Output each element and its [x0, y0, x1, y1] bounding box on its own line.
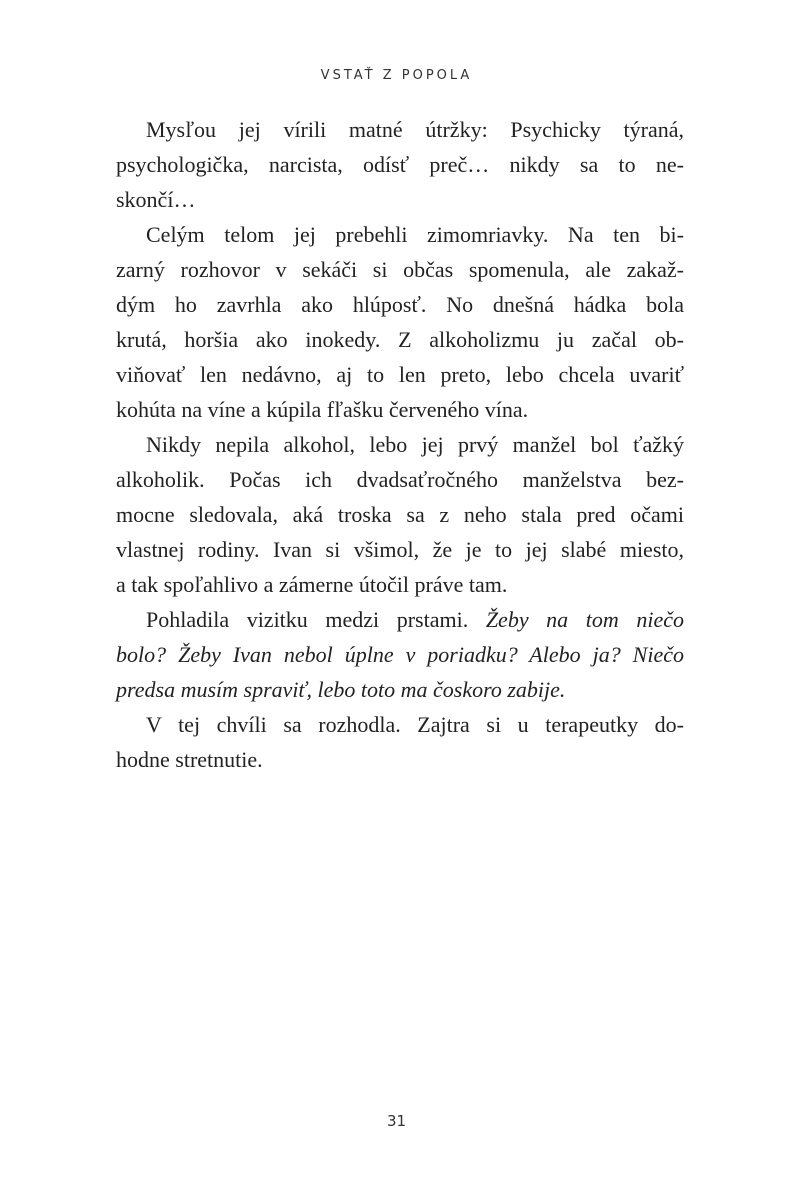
- paragraph-4: [116, 602, 684, 707]
- text-run: Pohladila vizitku medzi prstami.: [146, 607, 486, 632]
- text-line: dým ho zavrhla ako hlúposť. No dnešná hádka bola: [116, 292, 684, 317]
- text-line: zarný rozhovor v sekáči si občas spomenula, ale zakaž-: [116, 257, 684, 282]
- italic-text-line: predsa musím spraviť, lebo toto ma čoskoro zabije.: [116, 677, 566, 702]
- text-line: Nikdy nepila alkohol, lebo jej prvý manžel bol ťažký: [146, 432, 684, 457]
- page-number: 31: [386, 1112, 407, 1130]
- text-line: vlastnej rodiny. Ivan si všimol, že je to jej slabé miesto,: [116, 537, 684, 562]
- text-line: viňovať len nedávno, aj to len preto, lebo chcela uvariť: [116, 362, 684, 387]
- text-line: V tej chvíli sa rozhodla. Zajtra si u terapeutky do-: [146, 712, 684, 737]
- text-line: Mysľou jej vírili matné útržky: Psychicky týraná,: [146, 117, 684, 142]
- paragraph-3: [116, 427, 684, 602]
- italic-text-line: bolo? Žeby Ivan nebol úplne v poriadku? Alebo ja? Niečo: [116, 642, 684, 667]
- text-line: Celým telom jej prebehli zimomriavky. Na ten bi-: [146, 222, 684, 247]
- paragraph-2: [116, 217, 684, 427]
- italic-text-run: Žeby na tom niečo: [485, 607, 684, 632]
- paragraph-5: [116, 707, 684, 777]
- body-text: [116, 112, 684, 777]
- text-line: krutá, horšia ako inokedy. Z alkoholizmu ju začal ob-: [116, 327, 684, 352]
- text-line: kohúta na víne a kúpila fľašku červeného vína.: [116, 397, 529, 422]
- text-line: alkoholik. Počas ich dvadsaťročného manželstva bez-: [116, 467, 684, 492]
- running-header: VSTAŤ Z POPOLA: [320, 68, 473, 83]
- text-line: psychologička, narcista, odísť preč… nikdy sa to ne-: [116, 152, 684, 177]
- paragraph-1: [116, 112, 684, 217]
- text-line: [116, 602, 684, 637]
- text-line: a tak spoľahlivo a zámerne útočil práve tam.: [116, 572, 508, 597]
- text-line: mocne sledovala, aká troska sa z neho stala pred očami: [116, 502, 684, 527]
- text-line: hodne stretnutie.: [116, 747, 263, 772]
- text-line: skončí…: [116, 187, 196, 212]
